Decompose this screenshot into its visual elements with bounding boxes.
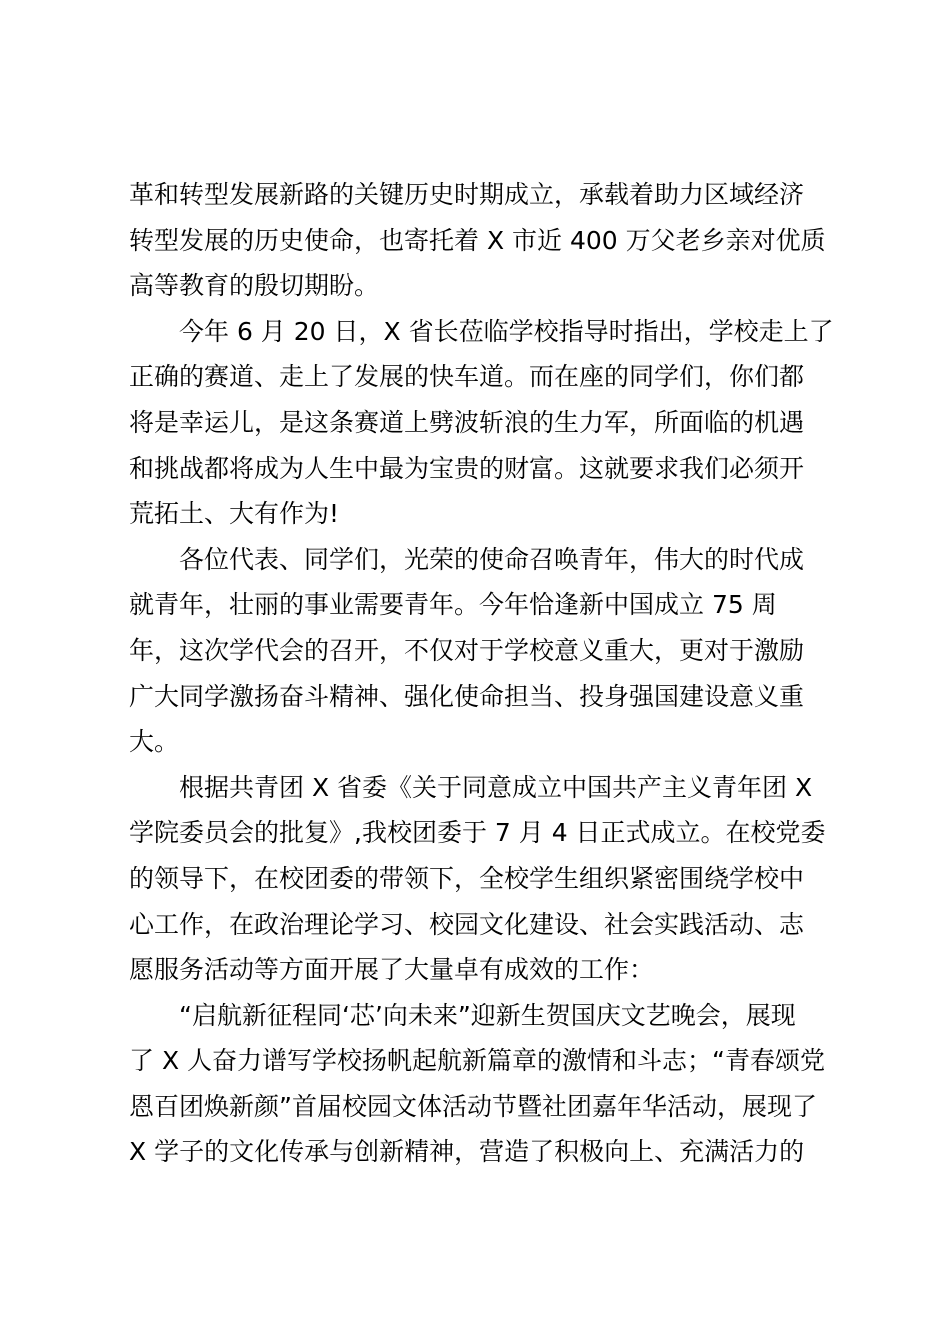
paragraph-start-line: 根据共青团 X 省委《关于同意成立中国共产主义青年团 X bbox=[179, 772, 813, 802]
text-line: X 学子的文化传承与创新精神，营造了积极向上、充满活力的 bbox=[129, 1137, 805, 1167]
text-line: 恩百团焕新颜”首届校园文体活动节暨社团嘉年华活动，展现了 bbox=[129, 1091, 817, 1121]
text-line: 革和转型发展新路的关键历史时期成立，承载着助力区域经济 bbox=[129, 180, 805, 209]
text-line: 荒拓土、大有作为! bbox=[129, 499, 340, 529]
text-line: 的领导下，在校团委的带领下，全校学生组织紧密围绕学校中 bbox=[129, 863, 805, 893]
text-line: 了 X 人奋力谱写学校扬帆起航新篇章的激情和斗志；“青春颂党 bbox=[129, 1046, 825, 1076]
paragraph-start-line: “启航新征程同‘芯’向未来”迎新生贺国庆文艺晚会，展现 bbox=[179, 1000, 796, 1030]
text-line: 正确的赛道、走上了发展的快车道。而在座的同学们，你们都 bbox=[129, 362, 805, 392]
text-line: 年，这次学代会的召开，不仅对于学校意义重大，更对于激励 bbox=[129, 635, 805, 665]
text-line: 愿服务活动等方面开展了大量卓有成效的工作： bbox=[129, 955, 655, 985]
body-text bbox=[129, 172, 839, 1175]
text-line: 就青年，壮丽的事业需要青年。今年恰逢新中国成立 75 周 bbox=[129, 590, 777, 620]
text-line: 转型发展的历史使命，也寄托着 X 市近 400 万父老乡亲对优质 bbox=[129, 225, 826, 255]
text-line: 心工作，在政治理论学习、校园文化建设、社会实践活动、志 bbox=[129, 909, 805, 939]
text-line: 学院委员会的批复》,我校团委于 7 月 4 日正式成立。在校党委 bbox=[129, 818, 826, 848]
text-line: 将是幸运儿，是这条赛道上劈波斩浪的生力军，所面临的机遇 bbox=[129, 407, 805, 437]
paragraph-start-line: 今年 6 月 20 日，X 省长莅临学校指导时指出，学校走上了 bbox=[179, 316, 834, 346]
text-line: 广大同学激扬奋斗精神、强化使命担当、投身强国建设意义重 bbox=[129, 681, 805, 711]
text-line: 高等教育的殷切期盼。 bbox=[129, 271, 380, 301]
paragraph-start-line: 各位代表、同学们，光荣的使命召唤青年，伟大的时代成 bbox=[179, 544, 805, 574]
text-line: 和挑战都将成为人生中最为宝贵的财富。这就要求我们必须开 bbox=[129, 453, 805, 483]
text-line: 大。 bbox=[129, 727, 180, 757]
